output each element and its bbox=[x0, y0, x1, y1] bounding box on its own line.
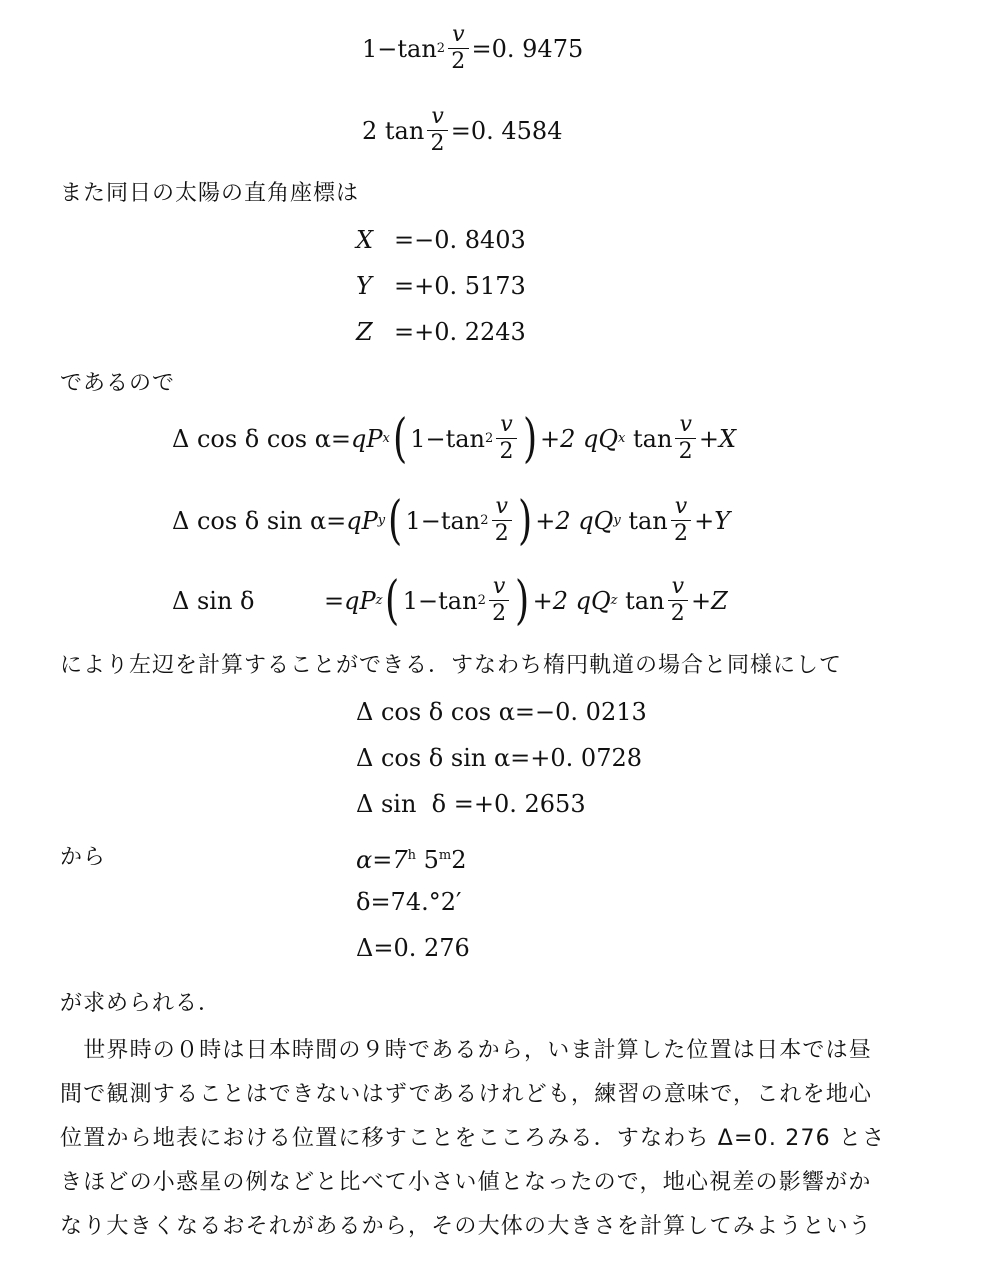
sys2-lhs: Δ cos δ sin α bbox=[172, 506, 327, 535]
sys3-q: +2 qQ bbox=[532, 586, 611, 615]
sys1-end: +X bbox=[698, 424, 737, 453]
sys3-frac2 bbox=[668, 574, 688, 627]
sys3-psub: z bbox=[375, 592, 383, 608]
sys1-sup: 2 bbox=[484, 430, 494, 446]
sys1-qsub: x bbox=[618, 430, 626, 446]
sys1-tan: tan bbox=[633, 424, 673, 453]
sys1-frac1-den: 2 bbox=[499, 439, 514, 464]
sys2-qsub: y bbox=[613, 512, 621, 528]
sys3-eq: = bbox=[324, 586, 345, 615]
coord-z bbox=[356, 318, 526, 346]
eq1-den: 2 bbox=[451, 49, 466, 74]
alpha-m: 5 bbox=[415, 846, 439, 874]
sys1-p: qP bbox=[351, 424, 383, 453]
coord-x-val: =−0. 8403 bbox=[394, 226, 526, 254]
eq1-num: v bbox=[448, 22, 468, 49]
sys2-eq: = bbox=[326, 506, 347, 535]
sys2-frac1-den: 2 bbox=[494, 521, 509, 546]
eq2-num: v bbox=[427, 104, 447, 131]
sys3-frac2-den: 2 bbox=[670, 601, 685, 626]
eq1-rhs: =0. 9475 bbox=[471, 34, 584, 63]
paragraph-line-3: 位置から地表における位置に移すことをこころみる．すなわち Δ=0. 276 とさ bbox=[60, 1126, 886, 1151]
text-line-3: により左辺を計算することができる．すなわち楕円軌道の場合と同様にして bbox=[60, 653, 843, 678]
result-3-lhs: Δ sin δ bbox=[356, 790, 447, 818]
sys3-frac2-num: v bbox=[668, 574, 688, 601]
eq2-fraction bbox=[427, 104, 447, 157]
sys1-frac1-num: v bbox=[496, 412, 516, 439]
kara-label: から bbox=[60, 845, 107, 870]
result-1-val: =−0. 0213 bbox=[514, 698, 647, 726]
eq2-rhs: =0. 4584 bbox=[450, 116, 563, 145]
sys2-frac1-num: v bbox=[492, 494, 512, 521]
sys2-frac2-den: 2 bbox=[673, 521, 688, 546]
system-eq-1 bbox=[172, 408, 737, 469]
text-line-4: が求められる． bbox=[60, 991, 222, 1016]
sys2-frac2 bbox=[671, 494, 691, 547]
sys3-tan: tan bbox=[625, 586, 665, 615]
result-1-lhs: Δ cos δ cos α bbox=[356, 698, 515, 726]
sys1-frac2-num: v bbox=[675, 412, 695, 439]
result-1 bbox=[356, 698, 647, 726]
sys1-frac1 bbox=[496, 412, 516, 465]
coord-z-var: Z bbox=[356, 318, 373, 346]
sys3-lparen: ( bbox=[385, 570, 400, 631]
paragraph-line-1: 世界時の０時は日本時間の９時であるから，いま計算した位置は日本では昼 bbox=[60, 1038, 873, 1063]
sys3-lhs: Δ sin δ bbox=[172, 586, 255, 615]
sys3-p: qP bbox=[344, 586, 376, 615]
alpha-frac: 2 bbox=[451, 846, 467, 874]
sys3-frac1 bbox=[489, 574, 509, 627]
sys2-frac1 bbox=[492, 494, 512, 547]
sys1-psub: x bbox=[382, 430, 390, 446]
sys2-psub: y bbox=[377, 512, 386, 528]
sys2-tan: tan bbox=[628, 506, 668, 535]
sys1-lparen: ( bbox=[392, 408, 408, 469]
sys2-lparen: ( bbox=[388, 490, 403, 551]
result-2-val: =+0. 0728 bbox=[510, 744, 642, 772]
final-Delta bbox=[356, 934, 470, 962]
sys1-frac2 bbox=[675, 412, 695, 465]
result-2-lhs: Δ cos δ sin α bbox=[356, 744, 511, 772]
final-alpha bbox=[356, 842, 466, 874]
sys3-rparen: ) bbox=[515, 570, 530, 631]
Delta-value: Δ=0. 276 bbox=[356, 934, 470, 962]
sys2-q: +2 qQ bbox=[535, 506, 614, 535]
coord-y bbox=[356, 272, 526, 300]
text-line-2: であるので bbox=[60, 371, 176, 396]
sys1-frac2-den: 2 bbox=[678, 439, 693, 464]
eq2-den: 2 bbox=[430, 131, 445, 156]
delta-value: δ=74.°2′ bbox=[356, 888, 462, 916]
sys1-eq: = bbox=[330, 424, 352, 453]
equation-1 bbox=[362, 22, 583, 75]
coord-x bbox=[356, 226, 526, 254]
sys2-p: qP bbox=[346, 506, 378, 535]
eq1-fraction bbox=[448, 22, 468, 75]
paragraph-line-2: 間で観測することはできないはずであるけれども，練習の意味で，これを地心 bbox=[60, 1082, 873, 1107]
coord-x-var: X bbox=[356, 226, 374, 254]
sys3-omt: 1−tan bbox=[402, 586, 478, 615]
equation-2 bbox=[362, 104, 562, 157]
system-eq-2 bbox=[172, 490, 731, 551]
sys3-frac1-den: 2 bbox=[492, 601, 507, 626]
paragraph-line-4: きほどの小惑星の例などと比べて小さい値となったので，地心視差の影響がか bbox=[60, 1170, 872, 1195]
sys1-lhs: Δ cos δ cos α bbox=[172, 424, 331, 453]
alpha-m-sup: m bbox=[438, 848, 452, 863]
sys2-omt: 1−tan bbox=[405, 506, 481, 535]
sys1-q: +2 qQ bbox=[540, 424, 619, 453]
sys2-rparen: ) bbox=[518, 490, 533, 551]
coord-y-var: Y bbox=[356, 272, 372, 300]
result-2 bbox=[356, 744, 642, 772]
sys3-frac1-num: v bbox=[489, 574, 509, 601]
final-delta bbox=[356, 888, 461, 916]
alpha-main: α=7 bbox=[356, 846, 408, 874]
sys3-qsub: z bbox=[610, 592, 618, 608]
sys2-sup: 2 bbox=[480, 512, 489, 528]
coord-z-val: =+0. 2243 bbox=[394, 318, 526, 346]
sys2-end: +Y bbox=[694, 506, 731, 535]
sys1-rparen: ) bbox=[522, 408, 537, 469]
alpha-h: h bbox=[407, 848, 416, 863]
result-3 bbox=[356, 790, 586, 818]
text-line-1: また同日の太陽の直角座標は bbox=[60, 181, 360, 206]
paragraph-line-5: なり大きくなるおそれがあるから，その大体の大きさを計算してみようという bbox=[60, 1214, 873, 1239]
result-3-val: =+0. 2653 bbox=[453, 790, 586, 818]
sys1-omt: 1−tan bbox=[410, 424, 485, 453]
eq1-sup: 2 bbox=[436, 40, 446, 56]
eq1-lhs: 1−tan bbox=[362, 34, 437, 63]
sys2-frac2-num: v bbox=[671, 494, 691, 521]
sys3-end: +Z bbox=[691, 586, 728, 615]
sys3-sup: 2 bbox=[477, 592, 486, 608]
system-eq-3 bbox=[172, 570, 728, 631]
eq2-lhs: 2 tan bbox=[362, 116, 425, 145]
coord-y-val: =+0. 5173 bbox=[394, 272, 526, 300]
